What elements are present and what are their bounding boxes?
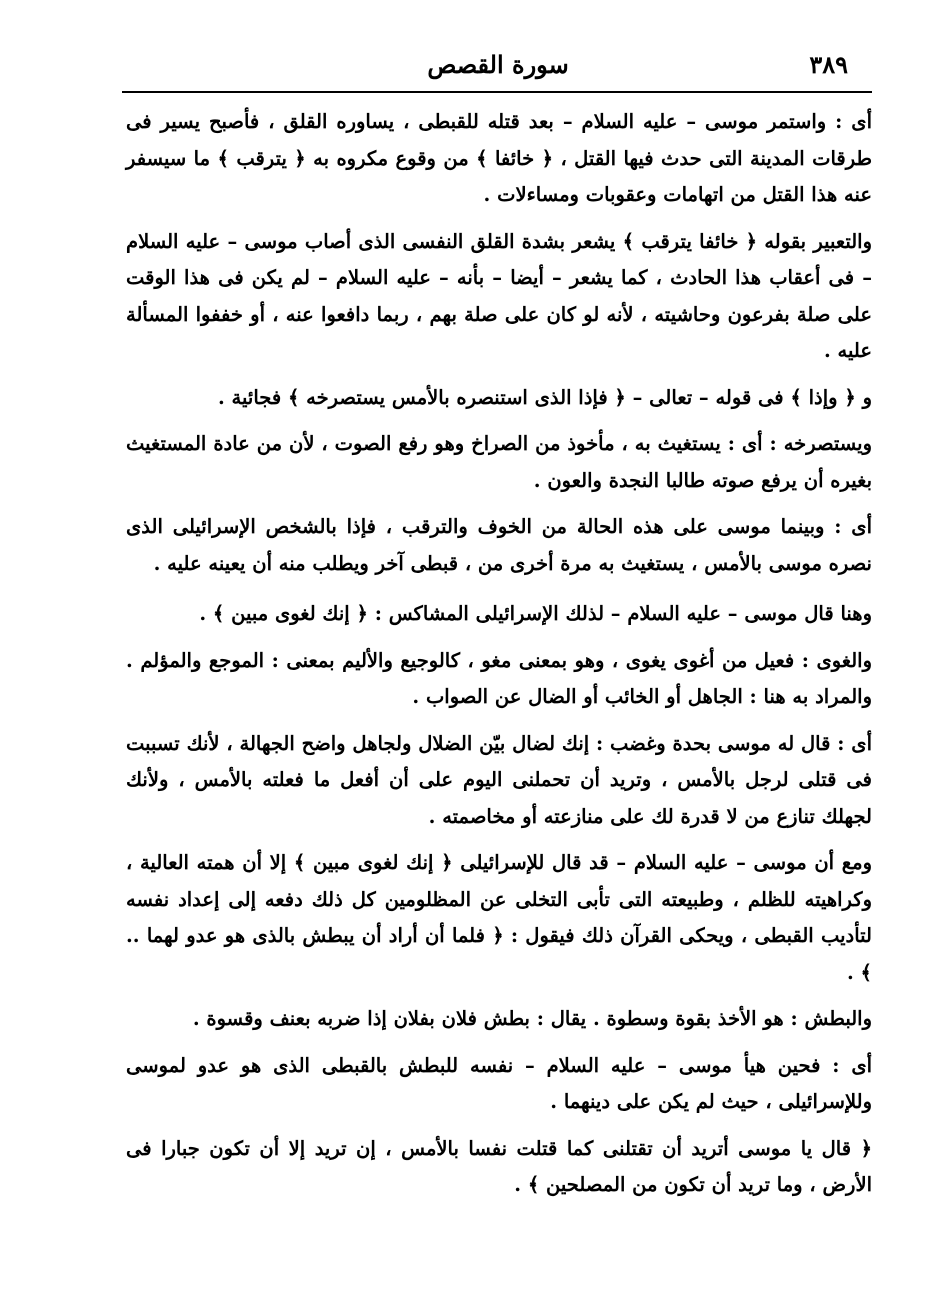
paragraph: والبطش : هو الأخذ بقوة وسطوة . يقال : بطش فلان بفلان إذا ضربه بعنف وقسوة . [192, 1007, 872, 1030]
paragraph: أى : وبينما موسى على هذه الحالة من الخوف والترقب ، فإذا بالشخص الإسرائيلى الذى نصره موسى بالأمس ، يستغيث به مرة أخرى من ، قبطى آخر ويطلب منه أن يعينه عليه . [126, 515, 872, 575]
commentary-body [126, 104, 872, 1214]
paragraph: أى : قال له موسى بحدة وغضب : إنك لضال بيّن الضلال ولجاهل واضح الجهالة ، لأنك تسببت فى قتلى لرجل بالأمس ، وتريد أن تحملنى اليوم على أن أفعل ما فعلته بالأمس ، ولأنك لجهلك تنازع من لا قدرة لك على منازعته أو مخاصمته . [126, 731, 872, 828]
page-number: ٣٨٩ [809, 50, 848, 79]
paragraph: و ﴿ وإذا ﴾ فى قوله – تعالى – ﴿ فإذا الذى استنصره بالأمس يستصرخه ﴾ فجائية . [217, 385, 872, 409]
page-header [118, 44, 878, 84]
header-divider [122, 91, 872, 93]
paragraph: ويستصرخه : أى : يستغيث به ، مأخوذ من الصراخ وهو رفع الصوت ، لأن من عادة المستغيث بغيره أن يرفع صوته طالبا النجدة والعون . [126, 432, 872, 492]
paragraph: ومع أن موسى – عليه السلام – قد قال للإسرائيلى ﴿ إنك لغوى مبين ﴾ إلا أن همته العالية ، وكراهيته للظلم ، وطبيعته التى تأبى التخلى عن المظلومين كل ذلك دفعه إلى إعداد نفسه لتأديب القبطى ، ويحكى القرآن ذلك فيقول : ﴿ فلما أن أراد أن يبطش بالذى هو عدو لهما .. ﴾ . [126, 851, 872, 984]
paragraph: ﴿ قال يا موسى أتريد أن تقتلنى كما قتلت نفسا بالأمس ، إن تريد إلا أن تكون جبارا فى الأرض ، وما تريد أن تكون من المصلحين ﴾ . [126, 1136, 872, 1196]
paragraph: أى : فحين هيأ موسى – عليه السلام – نفسه للبطش بالقبطى الذى هو عدو لموسى وللإسرائيلى ، حيث لم يكن على دينهما . [126, 1053, 872, 1113]
paragraph: أى : واستمر موسى – عليه السلام – بعد قتله للقبطى ، يساوره القلق ، فأصبح يسير فى طرقات المدينة التى حدث فيها القتل ، ﴿ خائفا ﴾ من وقوع مكروه به ﴿ يترقب ﴾ ما سيسفر عنه هذا القتل من اتهامات وعقوبات ومساءلات . [126, 110, 872, 206]
paragraph: والتعبير بقوله ﴿ خائفا يترقب ﴾ يشعر بشدة القلق النفسى الذى أصاب موسى – عليه السلام – فى أعقاب هذا الحادث ، كما يشعر – أيضا – بأنه – عليه السلام – لم يكن فى هذا الوقت على صلة بفرعون وحاشيته ، لأنه لو كان على صلة بهم ، ربما دافعوا عنه ، أو خففوا المسألة عليه . [126, 229, 872, 362]
paragraph: والغوى : فعيل من أغوى يغوى ، وهو بمعنى مغو ، كالوجيع والأليم بمعنى : الموجع والمؤلم . والمراد به هنا : الجاهل أو الخائب أو الضال عن الصواب . [126, 648, 872, 708]
surah-title: سورة القصص [427, 50, 569, 79]
paragraph: وهنا قال موسى – عليه السلام – لذلك الإسرائيلى المشاكس : ﴿ إنك لغوى مبين ﴾ . [199, 602, 872, 625]
